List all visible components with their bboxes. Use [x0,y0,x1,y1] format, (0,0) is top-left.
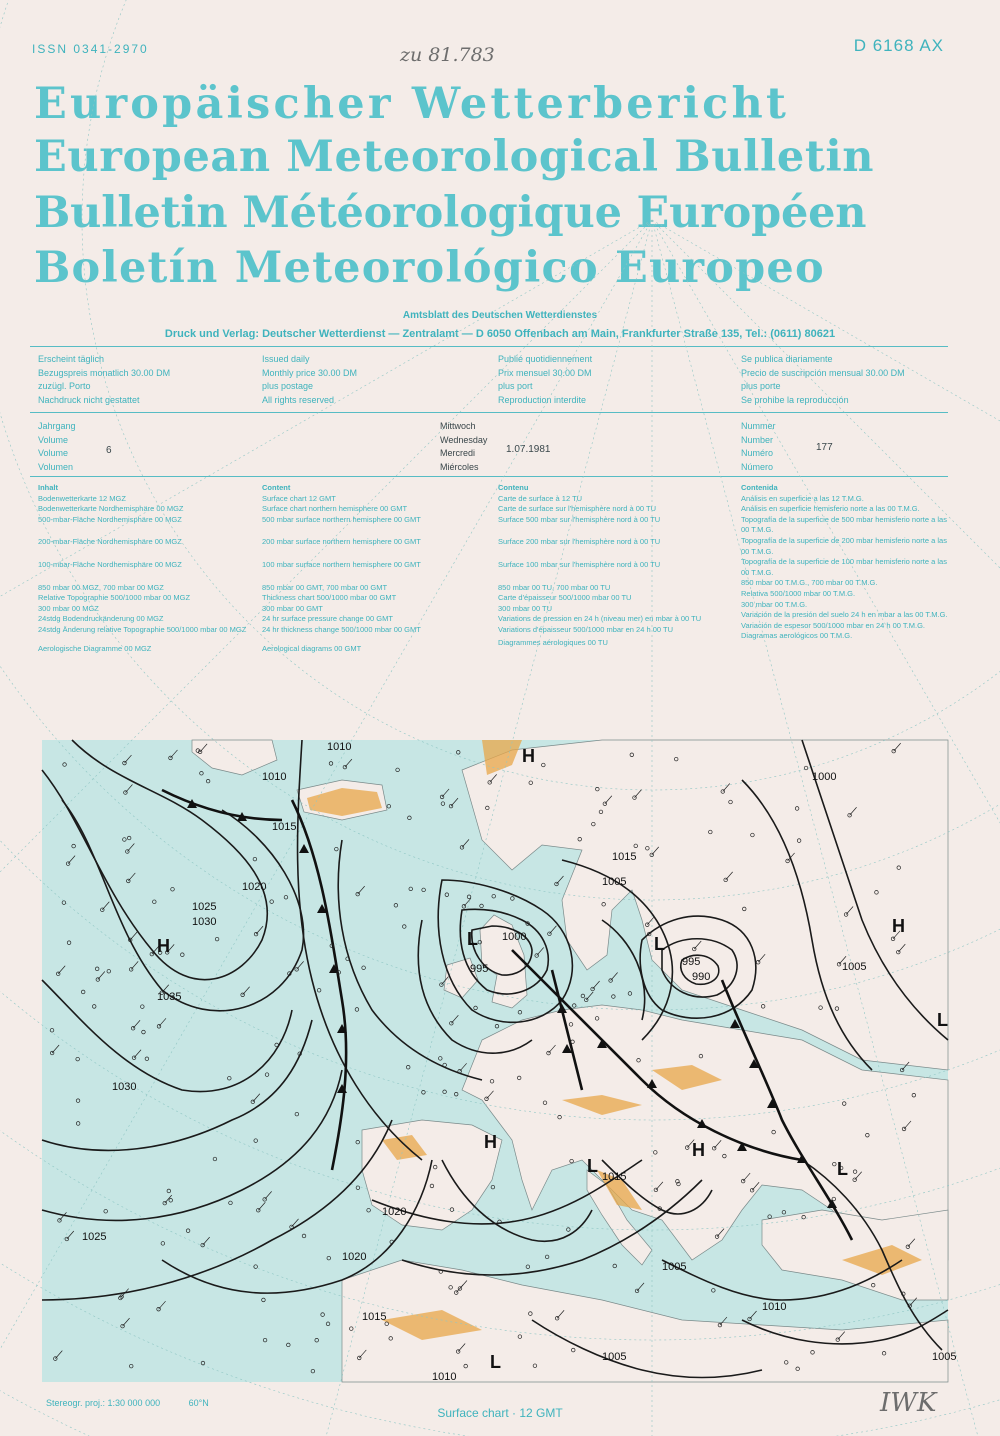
isobar-label: 1035 [157,991,182,1003]
station-circle [387,804,391,808]
subscription-de [38,353,248,407]
station-circle [495,1024,499,1028]
publication-code: D 6168 AX [853,36,944,55]
title-english: European Meteorological Bulletin [34,132,875,182]
station-circle [567,1228,571,1232]
station-circle [317,988,321,992]
station-circle [142,1030,146,1034]
isobar-label: 1025 [192,901,217,913]
volume-labels [38,420,76,474]
contents-item: Variations d'épaisseur 500/1000 mbar en 24 h 00 TU [498,624,674,634]
subscription-line: All rights reserved [262,394,335,405]
wind-barb [52,1045,59,1053]
station-circle [491,1185,495,1189]
contents-item: Surface 100 mbar sur l'hemisphère nord à 00 TU [498,559,661,569]
contents-heading: Content [262,483,291,492]
station-circle [284,895,288,899]
station-circle [511,897,515,901]
wind-barb [345,759,352,767]
wind-barb [451,798,458,806]
wind-barb [98,972,105,980]
station-circle [62,901,66,905]
contents-item: 850 mbar 00 TU, 700 mbar 00 TU [498,582,611,592]
isobar-line [42,740,267,980]
station-circle [492,894,496,898]
wind-barb [134,1050,141,1058]
contents-item: 100 mbar surface northern hemisphere 00 GMT [262,559,421,569]
wind-barb [537,948,544,956]
wind-barb [637,1283,644,1291]
station-circle [402,925,406,929]
contents-item: Topografía de la superficie de 200 mbar hemisferio norte a las 00 T.M.G. [741,535,947,556]
station-circle [181,953,185,957]
station-circle [422,1090,426,1094]
contents-item: 850 mbar 00 MGZ, 700 mbar 00 MGZ [38,582,164,592]
station-circle [326,1322,330,1326]
isobar-label: 1010 [262,771,287,783]
station-circle [408,816,412,820]
station-circle [467,895,471,899]
handwritten-note: zu 81.783 [400,44,495,66]
contents-item: Bodenwetterkarte 12 MGZ [38,493,126,503]
station-circle [270,900,274,904]
station-circle [474,1006,478,1010]
contents-item: 200-mbar-Fläche Nordhemisphäre 00 MGZ [38,537,182,547]
isobar-line [338,840,482,1080]
station-circle [76,1122,80,1126]
wind-barb [258,1202,265,1210]
station-circle [445,893,449,897]
station-circle [613,1264,617,1268]
wind-barb [586,992,593,1000]
station-circle [367,1208,371,1212]
station-circle [145,1057,149,1061]
isobar-label: 995 [682,956,701,968]
issn-number: ISSN 0341-2970 [32,42,149,56]
pressure-center-label: L [654,934,665,954]
subscription-fr [498,353,728,407]
wind-barb [125,785,132,793]
contents-item: Diagrammes aérologiques 00 TU [498,637,608,647]
isobar-label: 1010 [762,1301,787,1313]
contents-item: 24stdg Änderung relative Topographie 500/1000 mbar 00 MGZ [38,624,247,634]
wind-barb [464,898,471,906]
wind-barb [68,856,75,864]
wind-barb [462,839,469,847]
station-circle [186,1229,190,1233]
wind-barb [124,755,131,763]
contents-item: Carte de surface à 12 TU [498,493,583,503]
surface-weather-map [42,740,957,1383]
station-circle [480,904,484,908]
map-canvas [42,740,957,1383]
wind-barb [451,1015,458,1023]
pressure-center-label: L [937,1010,948,1030]
wind-barb [556,876,563,884]
subscription-line: Erscheint täglich [38,354,105,364]
pressure-center-label: L [490,1352,501,1372]
pressure-center-label: H [484,1132,497,1152]
station-circle [92,1005,96,1009]
station-circle [422,888,426,892]
station-circle [356,1140,360,1144]
station-circle [612,995,616,999]
station-circle [262,1298,266,1302]
wind-barb [203,1237,210,1245]
contents-item: Carte de surface sur l'hemisphère nord à 00 TU [498,504,657,514]
wind-barb [123,1318,130,1326]
contents-item: 200 mbar surface northern hemisphere 00 GMT [262,537,421,547]
contents-item: Relative Topographie 500/1000 mbar 00 MGZ [38,593,191,603]
contents-heading: Contenida [741,483,778,492]
isobar-label: 1010 [327,741,352,753]
subscription-line: plus porte [741,381,781,391]
contents-item: 24stdg Bodendruckänderung 00 MGZ [38,614,164,624]
contents-item: Thickness chart 500/1000 mbar 00 GMT [262,593,397,603]
weekday-label: Mercredi [440,448,476,458]
contents-item: 500-mbar-Fläche Nordhemisphäre 00 MGZ [38,514,182,524]
isobar-label: 1015 [362,1311,387,1323]
wind-barb [130,932,137,940]
number-label: Número [741,461,774,472]
wind-barb [549,926,556,934]
station-circle [362,966,366,970]
station-circle [215,937,219,941]
contents-heading: Contenu [498,483,529,492]
contents-item: Diagramas aerológicos 00 T.M.G. [741,631,853,641]
subscription-line: Reproduction interdite [498,394,587,405]
weekday-label: Miércoles [440,461,479,472]
station-circle [161,1242,165,1246]
isobar-label: 1010 [432,1371,457,1383]
wind-barb [128,873,135,881]
wind-barb [442,789,449,797]
wind-barb [170,750,177,758]
station-circle [63,763,67,767]
contents-item: 300 mbar 00 TU [498,603,553,613]
contents-item: Variations de pression en 24 h (niveau mer) en mbar à 00 TU [498,614,702,624]
isobar-label: 990 [692,971,711,983]
pressure-center-label: L [587,1156,598,1176]
contents-item: Análisis en superficie a las 12 T.M.G. [741,493,864,503]
station-circle [295,1112,299,1116]
station-circle [409,887,413,891]
contents-item: Surface chart northern hemisphere 00 GMT [262,504,408,514]
isobar-line [42,1070,342,1220]
contents-item: Análisis en superficie hemisferio norte a las 00 T.M.G. [741,504,920,514]
contents-item: Aerologische Diagramme 00 MGZ [38,643,152,653]
station-circle [628,992,632,996]
wind-barb [133,1020,140,1028]
station-circle [315,1338,319,1342]
station-circle [394,903,398,907]
station-circle [81,990,85,994]
isobar-label: 1015 [612,851,637,863]
station-circle [206,779,210,783]
contents-item: Relativa 500/1000 mbar 00 T.M.G. [741,588,856,598]
subscription-line: zuzügl. Porto [38,381,91,391]
contents-item: Surface 500 mbar sur l'hemisphère nord à 00 TU [498,514,661,524]
number-label: Nummer [741,421,776,431]
contents-item: 300 mbar 00 GMT [262,603,323,613]
contents-item: Surface 200 mbar sur l'hemisphère nord à 00 TU [498,537,661,547]
pressure-center-label: L [837,1159,848,1179]
station-circle [129,1364,133,1368]
volume-number: 6 [106,445,112,456]
station-circle [712,1289,716,1293]
station-circle [581,994,585,998]
contents-item: 24 hr thickness change 500/1000 mbar 00 GMT [262,624,421,634]
station-circle [526,1265,530,1269]
station-circle [213,1157,217,1161]
subscription-line: Nachdruck nicht gestattet [38,394,140,405]
subscription-line: plus port [498,381,533,391]
isobar-label: 1030 [112,1081,137,1093]
subscription-en [262,353,482,407]
volume-label: Jahrgang [38,421,76,431]
number-label: Numéro [741,448,774,458]
subscription-line: Se prohibe la reproducción [741,394,849,405]
station-circle [253,857,257,861]
wind-barb [265,1191,272,1199]
contents-heading: Inhalt [38,483,58,492]
station-circle [356,1186,360,1190]
contents-item: Topografía de la superficie de 500 mbar hemisferio norte a las 00 T.M.G. [741,514,947,535]
wind-barb [127,843,134,851]
publisher-address: Druck und Verlag: Deutscher Wetterdienst — Zentralamt — D 6050 Offenbach am Main, Frankfurter Straße 135, Tel.: (0611) 80621 [164,328,836,340]
reference-latitude: 60°N [188,1398,209,1408]
pressure-center-label: H [692,1140,705,1160]
station-circle [287,1343,291,1347]
subscription-line: Precio de suscripción mensual 30.00 DM [741,367,905,378]
divider [30,476,948,477]
station-circle [171,887,175,891]
isobar-label: 1005 [932,1351,957,1363]
station-circle [228,1076,232,1080]
wind-barb [243,987,250,995]
station-circle [406,1065,410,1069]
station-circle [254,1265,258,1269]
contents-item: 300 mbar 00 MGZ [38,603,99,613]
station-circle [454,1092,458,1096]
station-circle [329,762,333,766]
wind-barb [131,961,138,969]
contents-item: Carte d'épaisseur 500/1000 mbar 00 TU [498,593,632,603]
subscription-line: Prix mensuel 30.00 DM [498,367,592,378]
contents-de [38,483,253,654]
contents-item: 24 hr surface pressure change 00 GMT [262,614,393,624]
station-circle [263,1338,267,1342]
volume-label: Volume [38,434,69,445]
contents-fr [498,483,730,648]
issue-number: 177 [816,442,833,453]
station-circle [443,1090,447,1094]
contents-item: 100-mbar-Fläche Nordhemisphäre 00 MGZ [38,559,182,569]
station-circle [545,1255,549,1259]
weekday-labels [440,420,487,474]
station-circle [104,1209,108,1213]
station-circle [572,1004,576,1008]
isobar-label: 1025 [82,1231,107,1243]
isobar-label: 1005 [602,876,627,888]
contents-item: 300 mbar 00 T.M.G. [741,599,808,609]
landmass [762,1210,948,1300]
station-circle [335,847,339,851]
station-circle [439,1057,443,1061]
contents-item: Variación de la presión del suelo 24 h en mbar a las 00 T.M.G. [741,610,948,620]
landmass [192,740,277,775]
isobar-label: 995 [470,963,489,975]
station-circle [265,1073,269,1077]
isobar-label: 1000 [812,771,837,783]
pressure-center-label: L [467,929,478,949]
station-circle [107,969,111,973]
station-circle [782,1210,786,1214]
station-circle [355,1008,359,1012]
subscription-es [741,353,951,407]
isobar-label: 1030 [192,916,217,928]
station-circle [123,838,127,842]
divider [30,346,948,347]
contents-item: Topografía de la superficie de 100 mbar hemisferio norte a las 00 T.M.G. [741,557,947,577]
station-circle [167,1189,171,1193]
contents-en [262,483,482,654]
station-circle [95,967,99,971]
map-caption: Surface chart · 12 GMT [437,1406,563,1420]
weather-front [162,790,282,820]
station-circle [768,1215,772,1219]
title-french: Bulletin Météorologique Européen [34,188,867,238]
station-circle [311,1369,315,1373]
pressure-center-label: H [892,916,905,936]
wind-barb [358,886,365,894]
isobar-label: 1005 [602,1351,627,1363]
volume-label: Volume [38,448,69,458]
issue-date: 1.07.1981 [506,444,551,455]
station-circle [302,1234,306,1238]
station-circle [327,1256,331,1260]
subscription-line: Publié quotidiennement [498,354,593,364]
number-label: Number [741,434,774,445]
station-circle [76,1099,80,1103]
subscription-line: Se publica diariamente [741,354,833,364]
station-circle [141,1005,145,1009]
handwritten-initials: IWK [880,1388,937,1418]
contents-item: Surface chart 12 GMT [262,493,336,503]
station-circle [72,844,76,848]
station-circle [76,1057,80,1061]
contents-item: Aerological diagrams 00 GMT [262,643,362,653]
station-circle [443,1063,447,1067]
pressure-center-label: H [522,746,535,766]
contents-item: 500 mbar surface northern hemisphere 00 GMT [262,514,421,524]
projection-scale: Stereogr. proj.: 1:30 000 000 [46,1398,161,1408]
wind-barb [159,1018,166,1026]
station-circle [169,1198,173,1202]
station-circle [201,1361,205,1365]
pressure-center-label: H [157,936,170,956]
station-circle [275,1043,279,1047]
weekday-label: Wednesday [440,434,488,445]
isobar-label: 1015 [272,821,297,833]
wind-barb [67,1231,74,1239]
wind-barb [593,981,600,989]
volume-label: Volumen [38,461,74,472]
station-circle [229,1201,233,1205]
cold-front-marker [557,1004,567,1013]
station-circle [321,1313,325,1317]
subscription-line: Bezugspreis monatlich 30.00 DM [38,367,171,378]
wind-barb [750,1311,757,1319]
number-labels [741,420,776,474]
isobar-line [42,1120,392,1300]
title-german: Europäischer Wetterbericht [34,79,790,129]
contents-item: 850 mbar 00 GMT, 700 mbar 00 GMT [262,582,388,592]
wind-barb [102,902,109,910]
subscription-line: plus postage [262,381,314,391]
wind-barb [55,1351,62,1359]
station-circle [254,1139,258,1143]
isobar-label: 1020 [342,1251,367,1263]
isobar-line [42,1020,312,1150]
isobar-label: 1020 [242,881,267,893]
subscription-line: Monthly price 30.00 DM [262,367,358,378]
station-circle [200,771,204,775]
divider [30,412,948,413]
cold-front-marker [299,844,309,853]
weekday-label: Mittwoch [440,421,476,431]
isobar-label: 1000 [502,931,527,943]
contents-item: 850 mbar 00 T.M.G., 700 mbar 00 T.M.G. [741,578,878,588]
contents-item: Bodenwetterkarte Nordhemisphäre 00 MGZ [38,504,184,514]
wind-barb [611,973,618,981]
station-circle [153,900,157,904]
contents-item: Variación de espesor 500/1000 mbar en 24 h 00 T.M.G. [741,620,926,630]
station-circle [518,1010,522,1014]
station-circle [67,941,71,945]
subscription-line: Issued daily [262,354,310,364]
station-circle [50,1028,54,1032]
weather-front [292,800,346,1170]
title-spanish: Boletín Meteorológico Europeo [34,243,825,293]
contents-es [741,483,951,642]
station-circle [456,751,460,755]
wind-barb [256,926,263,934]
wind-barb [159,1301,166,1309]
wind-barb [253,1094,260,1102]
station-circle [396,768,400,772]
wind-barb [460,1063,467,1071]
official-gazette-line: Amtsblatt des Deutschen Wetterdienstes [402,310,598,321]
isobar-label: 1015 [602,1171,627,1183]
isobar-label: 1005 [842,961,867,973]
isobar-label: 1020 [382,1206,407,1218]
isobar-label: 1005 [662,1261,687,1273]
station-circle [441,802,445,806]
wind-barb [58,966,65,974]
station-circle [127,836,131,840]
